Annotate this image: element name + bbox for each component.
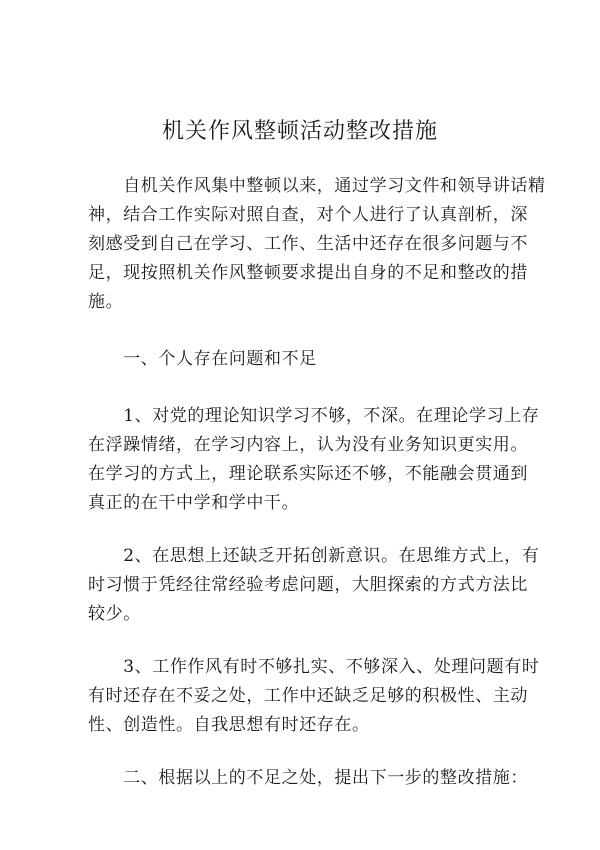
item-two-line: 2、在思想上还缺乏开拓创新意识。在思维方式上，有 [88,546,540,566]
intro-line: 神，结合工作实际对照自查，对个人进行了认真剖析，深 [88,205,528,225]
section-heading-text: 二、根据以上的不足之处，提出下一步的整改措施： [88,768,528,788]
paragraph-spacer [88,374,516,402]
intro-line: 足，现按照机关作风整顿要求提出自身的不足和整改的措 [88,263,528,283]
paragraph-spacer [88,740,516,764]
paragraph-spacer [88,518,516,542]
item-one-line: 在浮躁情绪，在学习内容上，认为没有业务知识更实用。 [88,435,528,455]
item-two-line: 时习惯于凭经往常经验考虑问题，大胆探索的方式方法比 [88,575,528,595]
item-three-line: 性、创造性。自我思想有时还存在。 [88,715,370,735]
item-one-paragraph [88,402,540,518]
item-one-line: 真正的在干中学和学中干。 [88,493,300,513]
item-two-paragraph [88,542,540,629]
intro-paragraph [88,172,546,317]
item-three-line: 3、工作作风有时不够扎实、不够深入、处理问题有时 [88,657,540,677]
item-one-line: 1、对党的理论知识学习不够，不深。在理论学习上存 [88,406,540,426]
item-one-line: 在学习的方式上，理论联系实际还不够，不能融会贯通到 [88,464,528,484]
item-two-line: 较少。 [88,604,141,624]
section-two-heading [88,764,528,793]
item-three-line: 有时还存在不妥之处，工作中还缺乏足够的积极性、主动 [88,686,528,706]
paragraph-spacer [88,317,516,345]
intro-line: 自机关作风集中整顿以来，通过学习文件和领导讲话精 [88,176,546,196]
document-body [88,172,546,793]
intro-line: 施。 [88,292,124,312]
section-heading-text: 一、个人存在问题和不足 [88,349,317,369]
item-three-paragraph [88,653,540,740]
intro-line: 刻感受到自己在学习、工作、生活中还存在很多问题与不 [88,234,528,254]
paragraph-spacer [88,629,516,653]
section-one-heading [88,345,516,374]
document-title: 机关作风整顿活动整改措施 [161,119,438,144]
